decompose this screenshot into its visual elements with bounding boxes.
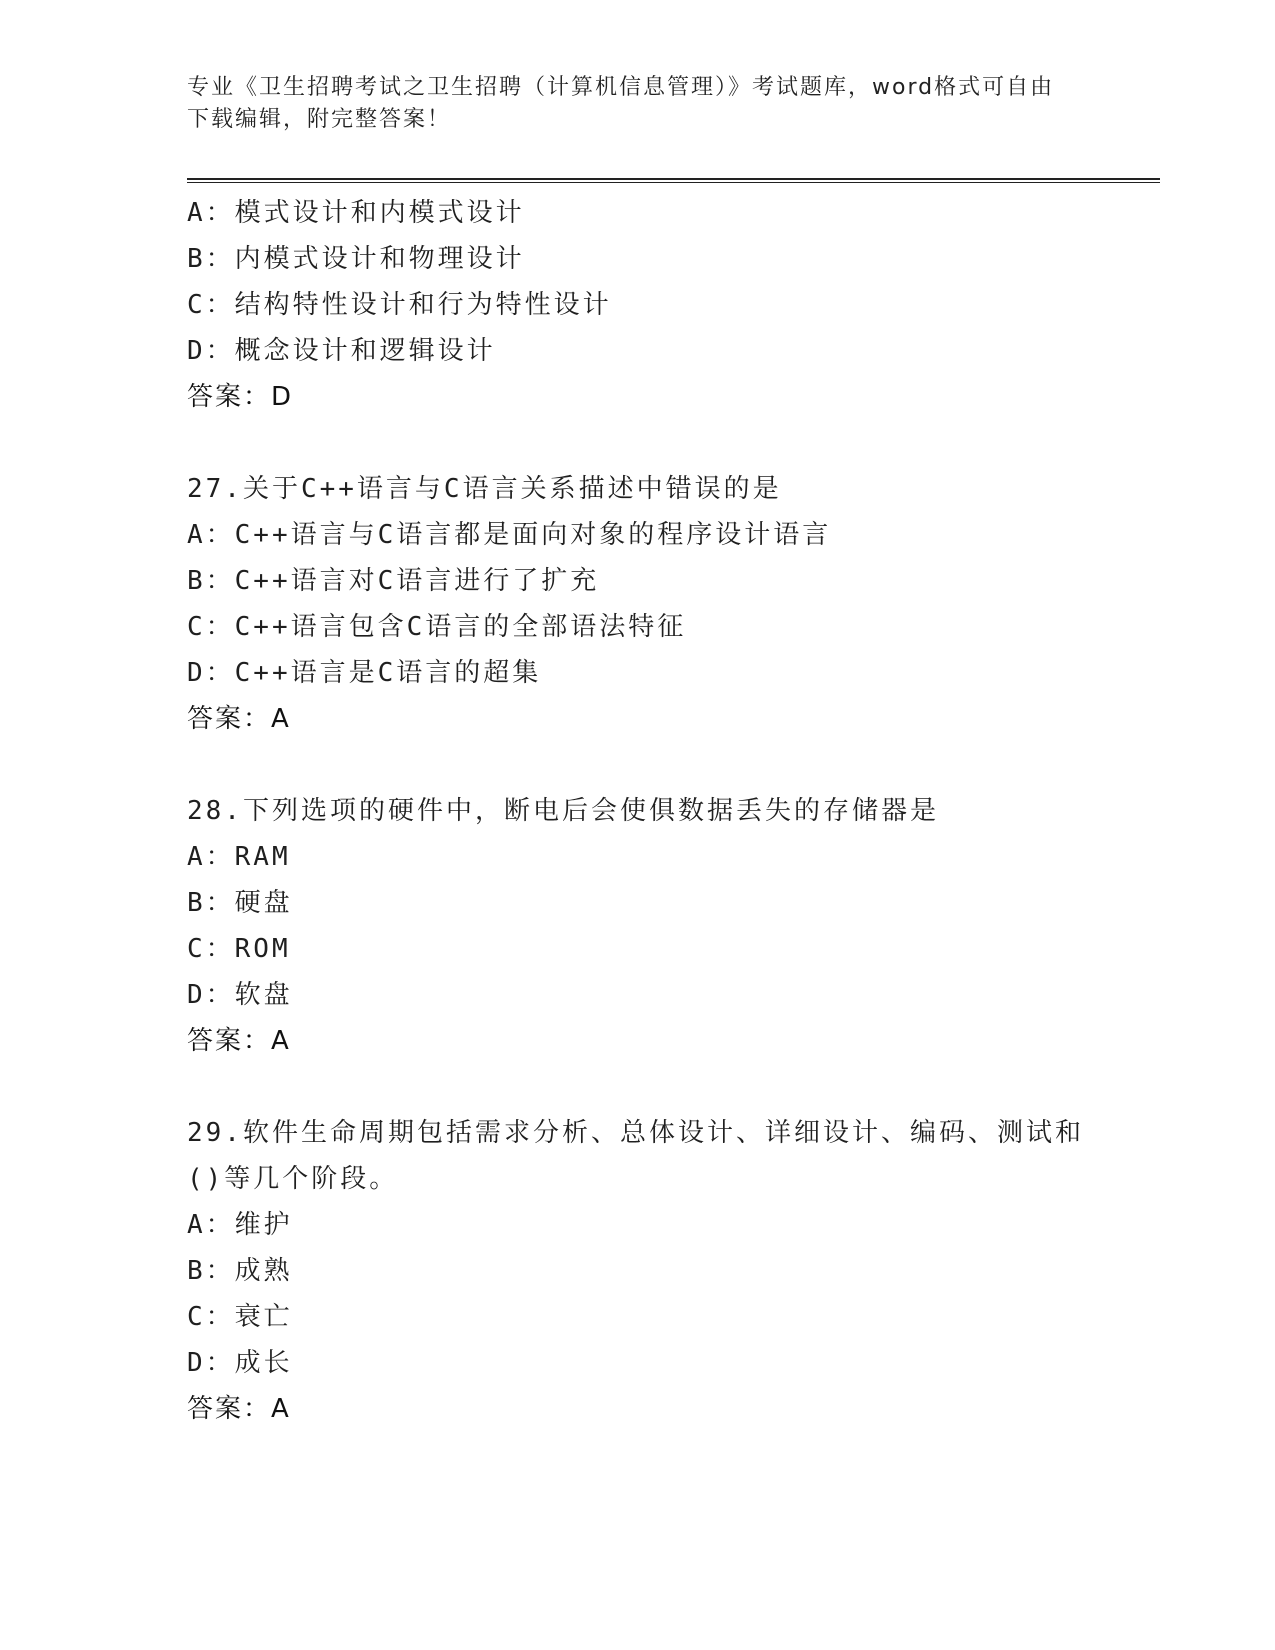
answer-text: 答案：A — [187, 1394, 291, 1424]
option-c: C：ROM — [187, 934, 291, 964]
option-c: C：衰亡 — [187, 1302, 293, 1332]
question-list — [187, 190, 1107, 1432]
question-block-28 — [187, 788, 1107, 1064]
option-d: D：概念设计和逻辑设计 — [187, 336, 496, 366]
question-block-27 — [187, 466, 1107, 742]
option-c: C：结构特性设计和行为特性设计 — [187, 290, 612, 320]
question-text-line-2: ()等几个阶段。 — [187, 1164, 399, 1194]
option-d: D：成长 — [187, 1348, 293, 1378]
spacer — [187, 420, 1107, 466]
question-block-26 — [187, 190, 1107, 420]
option-a: A：RAM — [187, 842, 291, 872]
option-b: B：成熟 — [187, 1256, 293, 1286]
header-divider — [187, 178, 1160, 183]
answer-text: 答案：A — [187, 704, 291, 734]
option-a: A：模式设计和内模式设计 — [187, 198, 525, 228]
question-block-29 — [187, 1110, 1107, 1432]
page-header: 专业《卫生招聘考试之卫生招聘（计算机信息管理）》考试题库，word格式可自由下载编辑，附完整答案！ — [187, 75, 1055, 132]
option-b: B：C++语言对C语言进行了扩充 — [187, 566, 600, 596]
option-b: B：硬盘 — [187, 888, 293, 918]
question-text: 28.下列选项的硬件中，断电后会使俱数据丢失的存储器是 — [187, 796, 939, 826]
spacer — [187, 1064, 1107, 1110]
spacer — [187, 742, 1107, 788]
answer-text: 答案：A — [187, 1026, 291, 1056]
answer-text: 答案：D — [187, 382, 294, 412]
question-text-line-1: 29.软件生命周期包括需求分析、总体设计、详细设计、编码、测试和 — [187, 1118, 1084, 1148]
option-a: A：维护 — [187, 1210, 293, 1240]
option-d: D：C++语言是C语言的超集 — [187, 658, 542, 688]
option-a: A：C++语言与C语言都是面向对象的程序设计语言 — [187, 520, 832, 550]
option-b: B：内模式设计和物理设计 — [187, 244, 525, 274]
question-text: 27.关于C++语言与C语言关系描述中错误的是 — [187, 474, 782, 504]
option-d: D：软盘 — [187, 980, 293, 1010]
option-c: C：C++语言包含C语言的全部语法特征 — [187, 612, 687, 642]
